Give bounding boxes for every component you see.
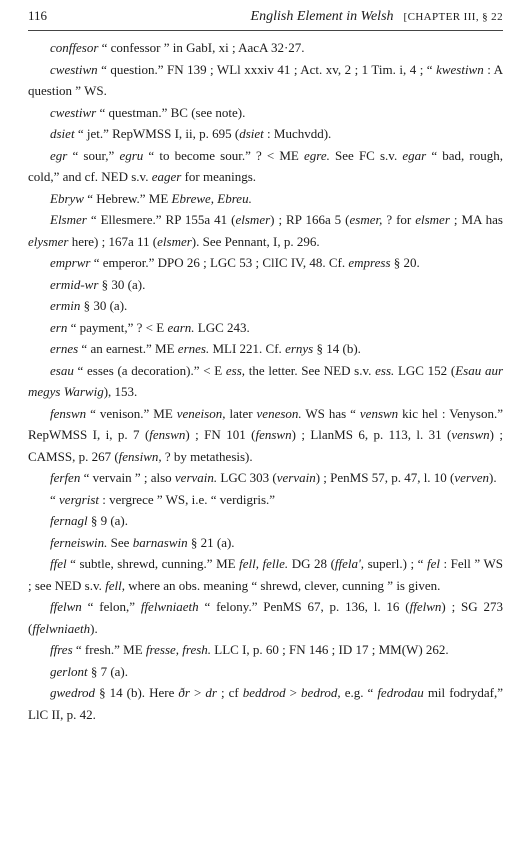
entry-italic-text: bedrod, [301, 685, 341, 700]
entry-text: ? for [382, 212, 416, 227]
glossary-entry [28, 639, 503, 661]
entry-text: “ Hebrew.” ME [83, 190, 172, 206]
glossary-entry [28, 682, 503, 725]
entry-italic-text: Esau aur megys Warwig [28, 362, 504, 399]
entry-italic-text: emprwr [50, 255, 91, 270]
entry-italic-text: ess, [225, 362, 246, 378]
chapter-reference: [CHAPTER III, § 22 [403, 11, 503, 23]
entry-italic-text: fensiwn, [118, 448, 162, 464]
entry-text: § 9 (a). [87, 513, 128, 528]
glossary-entry [28, 317, 503, 339]
entry-italic-text: ffres [50, 642, 73, 657]
entry-italic-text: venswn [359, 405, 399, 421]
entry-italic-text: fell, felle. [239, 556, 289, 571]
entry-text: ). [489, 470, 497, 485]
entry-text: ) ; FN 101 ( [185, 427, 256, 442]
glossary-entry [28, 188, 503, 210]
entry-italic-text: fedrodau [377, 685, 424, 700]
entry-text: : vergrece ” WS, i.e. “ verdigris.” [99, 491, 276, 507]
entry-text: See [107, 534, 133, 550]
entry-text: LGC 303 ( [217, 470, 277, 485]
entry-text: ). See Pennant, I, p. 296. [191, 233, 320, 249]
entry-text: here) ; 167a 11 ( [68, 233, 158, 249]
entry-italic-text: ernes [50, 341, 79, 356]
entry-text: “ sour,” [67, 147, 120, 163]
entry-italic-text: vervain. [174, 470, 218, 485]
entry-text: § 30 (a). [98, 276, 146, 292]
entry-text: mil fodrydaf,” LlC II, p. 42. [28, 685, 503, 722]
entry-text: ; MA has [449, 212, 503, 227]
entry-italic-text: venswn [451, 427, 490, 442]
entry-italic-text: fenswn [50, 405, 87, 421]
entry-italic-text: eager [151, 169, 182, 184]
entry-text: ) ; PenMS 57, p. 47, l. 10 ( [315, 470, 455, 485]
running-header [28, 8, 503, 31]
entry-text: “ jet.” RepWMSS I, ii, p. 695 ( [74, 126, 240, 141]
entry-italic-text: Ebrewe, Ebreu. [171, 190, 252, 206]
glossary-entry [28, 274, 503, 296]
entry-text: ; cf [216, 685, 243, 700]
glossary-entry [28, 489, 503, 511]
entry-italic-text: beddrod [242, 685, 286, 700]
entry-text: ) ; RP 166a 5 ( [270, 212, 350, 227]
entry-text: See FC s.v. [329, 147, 403, 163]
entry-text: “ questman.” BC (see note). [96, 104, 246, 120]
entry-italic-text: elysmer [28, 233, 69, 249]
entry-italic-text: verven [454, 470, 490, 485]
entry-italic-text: ess. [375, 362, 395, 378]
glossary-entry [28, 661, 503, 683]
entry-italic-text: fel [426, 556, 440, 571]
entry-text: ). [90, 620, 98, 636]
entry-italic-text: ffelwn [409, 599, 442, 614]
entry-italic-text: cwestiwn [50, 61, 98, 77]
entry-text: superl.) ; “ [364, 556, 427, 571]
entry-italic-text: fenswn [255, 427, 292, 442]
glossary-entry [28, 252, 503, 274]
glossary-entry [28, 209, 503, 252]
entry-text: the letter. See NED s.v. [245, 362, 376, 378]
entry-text: “ emperor.” DPO 26 ; LGC 53 ; ClIC IV, 48. Cf. [90, 255, 349, 270]
entry-italic-text: veneson. [256, 405, 302, 421]
glossary-entry [28, 102, 503, 124]
entry-text: § 21 (a). [187, 534, 235, 550]
entry-italic-text: vervain [276, 470, 316, 485]
entry-italic-text: ferfen [50, 470, 81, 485]
entry-italic-text: empress [348, 255, 391, 270]
entry-italic-text: fenswn [149, 427, 186, 442]
entry-italic-text: vergrist [59, 491, 99, 507]
entry-text: “ felony.” PenMS 67, p. 136, l. 16 ( [198, 599, 410, 614]
entry-italic-text: Elsmer [50, 212, 87, 227]
entry-text: “ subtle, shrewd, cunning.” ME [66, 556, 240, 571]
entry-italic-text: veneison, [176, 405, 226, 421]
glossary-entry [28, 510, 503, 532]
entry-italic-text: fresse, fresh. [145, 642, 212, 657]
entry-text: § 14 (b). [313, 341, 361, 356]
glossary-entry [28, 360, 503, 403]
entry-text: ) ; SG 273 ( [28, 599, 503, 636]
entry-text: DG 28 ( [288, 556, 335, 571]
entry-italic-text: ffelwniaeth [140, 599, 199, 614]
page-number: 116 [28, 8, 48, 23]
glossary-entry [28, 532, 503, 554]
glossary-entry [28, 37, 503, 59]
entry-text: : Fell ” WS ; see NED s.v. [28, 556, 503, 593]
entry-text: later [225, 405, 257, 421]
running-title: English Element in Welsh [250, 9, 394, 24]
entry-italic-text: elsmer [415, 212, 450, 227]
entry-italic-text: barnaswin [132, 534, 188, 550]
entry-text: § 20. [390, 255, 420, 270]
entry-text: § 14 (b). Here [95, 685, 179, 700]
entry-text: > [189, 685, 206, 700]
glossary-entry [28, 338, 503, 360]
glossary-entry [28, 467, 503, 489]
entry-text: “ vervain ” ; also [80, 470, 175, 485]
entry-italic-text: Ebryw [50, 190, 84, 206]
entry-text: kic hel : Venyson.” RepWMSS I, i, p. 7 ( [28, 405, 504, 442]
entry-text: ) ; LlanMS 6, p. 113, l. 31 ( [291, 427, 452, 442]
entry-italic-text: earn. [167, 319, 195, 335]
entry-text: “ an earnest.” ME [78, 341, 178, 356]
entry-text: “ Ellesmere.” RP 155a 41 ( [86, 212, 236, 227]
entry-text: WS has “ [301, 405, 360, 421]
entry-text: § 30 (a). [80, 298, 128, 313]
entry-text: “ esses (a decoration).” < E [73, 362, 226, 378]
entry-text: LLC I, p. 60 ; FN 146 ; ID 17 ; MM(W) 262. [211, 642, 449, 657]
glossary-entry [28, 123, 503, 145]
entry-text: “ bad, rough, cold,” and cf. NED s.v. [28, 147, 503, 184]
entry-italic-text: fernagl [50, 513, 88, 528]
entry-italic-text: ffel [50, 556, 67, 571]
entry-italic-text: egre. [304, 147, 330, 163]
entry-italic-text: ffela', [334, 556, 365, 571]
entry-text: LGC 243. [194, 319, 250, 335]
entry-italic-text: kwestiwn [436, 61, 484, 77]
entry-italic-text: ðr [178, 685, 190, 700]
entry-italic-text: dsiet [50, 126, 75, 141]
entry-text: for meanings. [181, 169, 257, 184]
entry-text: ) ; CAMSS, p. 267 ( [28, 427, 504, 464]
entry-italic-text: conffesor [50, 40, 99, 55]
entry-text: ), 153. [103, 384, 138, 399]
entry-text: “ venison.” ME [86, 405, 177, 421]
entry-text: where an obs. meaning “ shrewd, clever, cunning ” is given. [125, 577, 441, 593]
entry-text: e.g. “ [340, 685, 378, 700]
glossary-entry [28, 553, 503, 596]
entry-text: > [285, 685, 302, 700]
entry-text: “ fresh.” ME [72, 642, 146, 657]
glossary-entry [28, 145, 503, 188]
entry-italic-text: ermin [50, 298, 81, 313]
entry-text: “ to become sour.” ? < ME [143, 147, 305, 163]
entry-italic-text: esau [50, 362, 74, 378]
entry-italic-text: cwestiwr [50, 104, 97, 120]
entry-text: “ felon,” [81, 599, 141, 614]
entry-text: : Muchvdd). [263, 126, 332, 141]
entry-text: “ confessor ” in GabI, xi ; AacA 32·27. [98, 40, 305, 55]
entry-text: ? by metathesis). [161, 448, 253, 464]
entry-text: “ question.” FN 139 ; WLl xxxiv 41 ; Act. xv, 2 ; 1 Tim. i, 4 ; “ [97, 61, 437, 77]
glossary-entry [28, 403, 503, 468]
entry-italic-text: dsiet [239, 126, 264, 141]
glossary-entry [28, 59, 503, 102]
entry-italic-text: egru [119, 147, 144, 163]
entry-italic-text: egr [50, 147, 68, 163]
entry-italic-text: elsmer [157, 233, 192, 249]
entry-italic-text: gerlont [50, 663, 88, 679]
entry-text: “ payment,” ? < E [67, 319, 168, 335]
entry-italic-text: ffelwniaeth [32, 620, 91, 636]
glossary-entries [28, 37, 503, 725]
entry-text: § 7 (a). [87, 663, 128, 679]
entry-italic-text: ern [50, 319, 68, 335]
entry-italic-text: fell, [105, 577, 126, 593]
entry-text: : A question ” WS. [28, 61, 503, 98]
entry-italic-text: ermid-wr [50, 276, 99, 292]
entry-italic-text: esmer, [349, 212, 383, 227]
entry-text: LGC 152 ( [394, 362, 456, 378]
entry-italic-text: ferneiswin. [50, 534, 108, 550]
entry-italic-text: gwedrod [50, 685, 96, 700]
entry-text: “ [50, 491, 60, 507]
entry-text: MLI 221. Cf. [209, 341, 286, 356]
entry-italic-text: ffelwn [50, 599, 82, 614]
entry-italic-text: ernys [285, 341, 314, 356]
entry-italic-text: egar [402, 147, 427, 163]
entry-italic-text: elsmer [235, 212, 271, 227]
glossary-entry [28, 295, 503, 317]
entry-italic-text: ernes. [177, 341, 210, 356]
glossary-entry [28, 596, 503, 639]
entry-italic-text: dr [205, 685, 217, 700]
